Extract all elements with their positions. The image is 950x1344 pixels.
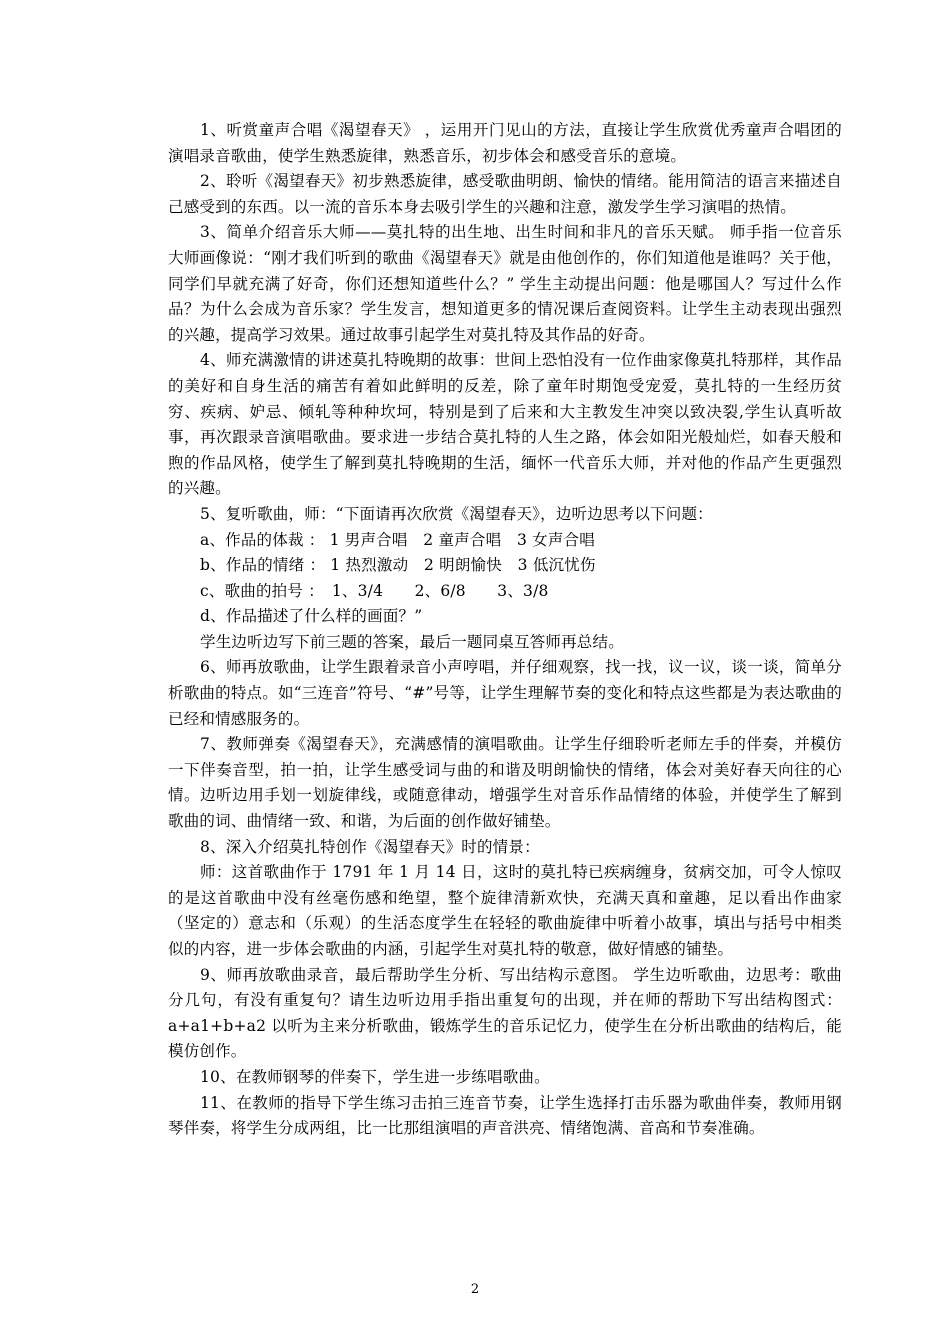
paragraph-9: 9、师再放歌曲录音，最后帮助学生分析、写出结构示意图。 学生边听歌曲，边思考：歌曲分几句，有没有重复句？请生边听边用手指出重复句的出现，并在师的帮助下写出结构图式：a+a1+b+a2 以听为主来分析歌曲，锻炼学生的音乐记忆力，使学生在分析出歌曲的结构后，能模仿创作。 xyxy=(168,965,842,1061)
paragraph-1: 1、听赏童声合唱《渴望春天》 ，运用开门见山的方法，直接让学生欣赏优秀童声合唱团的演唱录音歌曲，使学生熟悉旋律，熟悉音乐，初步体会和感受音乐的意境。 xyxy=(168,121,842,165)
page-number: 2 xyxy=(470,1282,480,1297)
paragraph-7: 7、教师弹奏《渴望春天》，充满感情的演唱歌曲。让学生仔细聆听老师左手的伴奏，并模仿一下伴奏音型，拍一拍，让学生感受词与曲的和谐及明朗愉快的情绪，体会对美好春天向往的心情。边听边用手划一划旋律线，或随意律动，增强学生对音乐作品情绪的体验，并使学生了解到歌曲的词、曲情绪一致、和谐，为后面的创作做好铺垫。 xyxy=(168,735,842,831)
document-body xyxy=(168,118,842,1142)
question-c: c、歌曲的拍号 ： 1、3/4 2、6/8 3、3/8 xyxy=(200,581,549,600)
paragraph-4: 4、师充满激情的讲述莫扎特晚期的故事：世间上恐怕没有一位作曲家像莫扎特那样，其作品的美好和自身生活的痛苦有着如此鲜明的反差，除了童年时期饱受宠爱，莫扎特的一生经历贫穷、疾病、妒忌、倾轧等种种坎坷，特别是到了后来和大主教发生冲突以致决裂,学生认真听故事，再次跟录音演唱歌曲。要求进一步结合莫扎特的人生之路，体会如阳光般灿烂，如春天般和煦的作品风格，使学生了解到莫扎特晚期的生活，缅怀一代音乐大师，并对他的作品产生更强烈的兴趣。 xyxy=(168,351,842,498)
paragraph-2: 2、聆听《渴望春天》初步熟悉旋律，感受歌曲明朗、愉快的情绪。能用简洁的语言来描述自己感受到的东西。以一流的音乐本身去吸引学生的兴趣和注意，激发学生学习演唱的热情。 xyxy=(168,172,842,216)
paragraph-8-detail: 师：这首歌曲作于 1791 年 1 月 14 日，这时的莫扎特已疾病缠身，贫病交加，可令人惊叹的是这首歌曲中没有丝毫伤感和绝望，整个旋律清新欢快，充满天真和童趣，足以看出作曲家（坚定的）意志和（乐观）的生活态度学生在轻轻的歌曲旋律中听着小故事，填出与括号中相类似的内容，进一步体会歌曲的内涵，引起学生对莫扎特的敬意，做好情感的铺垫。 xyxy=(168,863,842,958)
paragraph-6: 6、师再放歌曲，让学生跟着录音小声哼唱，并仔细观察，找一找，议一议，谈一谈，简单分析歌曲的特点。如“三连音”符号、“#”号等，让学生理解节奏的变化和特点这些都是为表达歌曲的已经和情感服务的。 xyxy=(168,658,842,728)
question-a: a、作品的体裁 ： 1 男声合唱 2 童声合唱 3 女声合唱 xyxy=(200,530,595,549)
paragraph-11: 11、在教师的指导下学生练习击拍三连音节奏，让学生选择打击乐器为歌曲伴奏，教师用钢琴伴奏，将学生分成两组，比一比那组演唱的声音洪亮、情绪饱满、音高和节奏准确。 xyxy=(168,1093,842,1138)
paragraph-10: 10、在教师钢琴的伴奏下，学生进一步练唱歌曲。 xyxy=(200,1067,550,1086)
paragraph-3: 3、简单介绍音乐大师——莫扎特的出生地、出生时间和非凡的音乐天赋。 师手指一位音乐大师画像说：“刚才我们听到的歌曲《渴望春天》就是由他创作的，你们知道他是谁吗？关于他，同学们早就充满了好奇，你们还想知道些什么？” 学生主动提出问题：他是哪国人？写过什么作品？为什么会成为音乐家？学生发言，想知道更多的情况课后查阅资料。让学生主动表现出强烈的兴趣，提高学习效果。通过故事引起学生对莫扎特及其作品的好奇。 xyxy=(168,223,842,344)
question-b: b、作品的情绪 ： 1 热烈激动 2 明朗愉快 3 低沉忧伤 xyxy=(200,556,596,575)
paragraph-8: 8、深入介绍莫扎特创作《渴望春天》时的情景： xyxy=(200,837,540,856)
paragraph-answer-note: 学生边听边写下前三题的答案，最后一题同桌互答师再总结。 xyxy=(200,632,624,651)
question-d: d、作品描述了什么样的画面？” xyxy=(200,607,423,626)
paragraph-5: 5、复听歌曲，师：“下面请再次欣赏《渴望春天》，边听边思考以下问题： xyxy=(200,504,713,523)
